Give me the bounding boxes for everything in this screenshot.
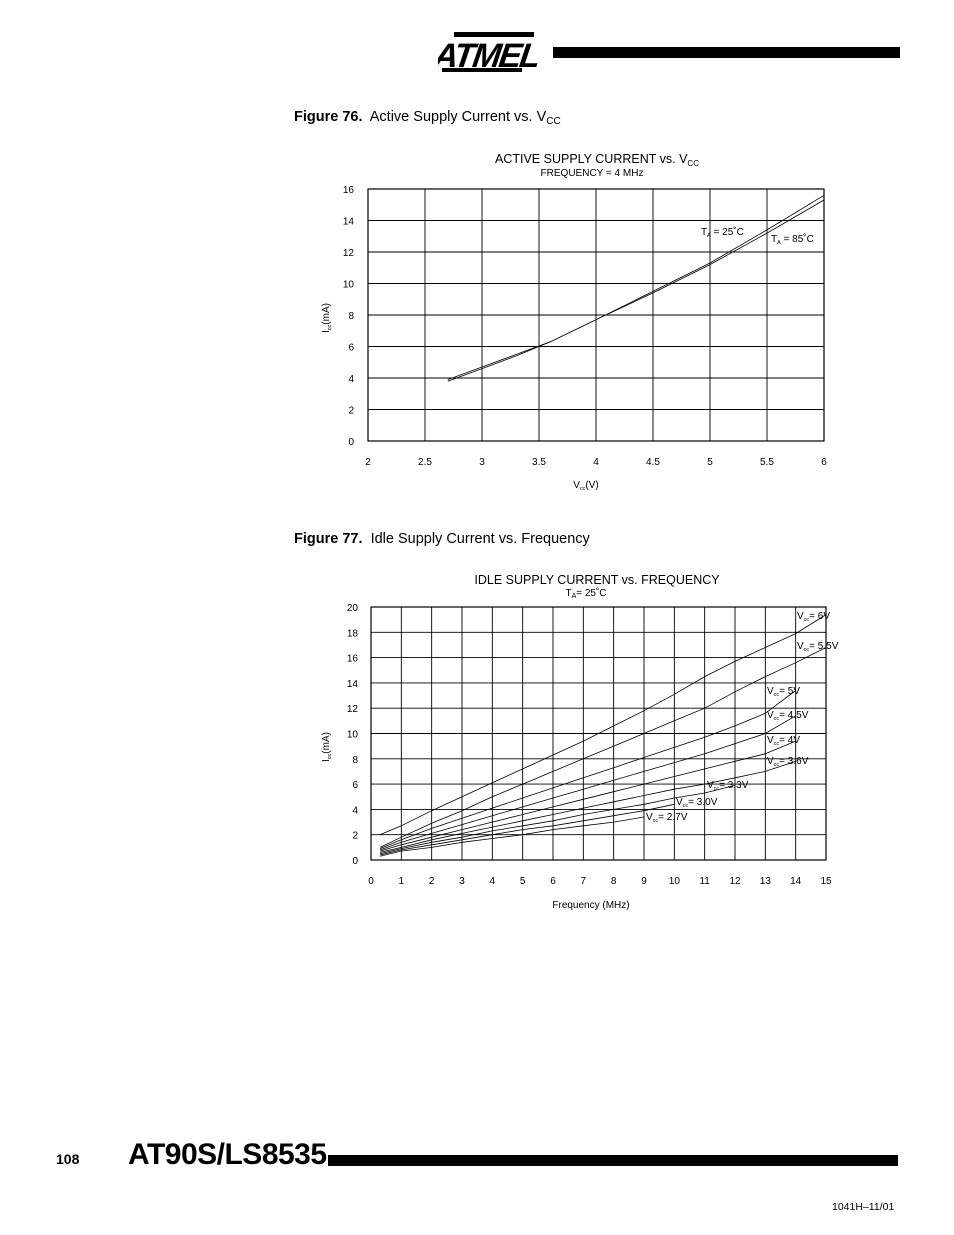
c2-y-tick-label: 6: [352, 780, 358, 792]
figure-77-text: Idle Supply Current vs. Frequency: [370, 531, 590, 547]
c2-series-label-6: $V_{cc}= 3.6V$: [767, 756, 809, 768]
chart1-series-label-25c: $T_A$ = 25˚C: [701, 227, 744, 239]
svg-text:ATMEL: ATMEL: [438, 37, 540, 75]
active-supply-current-chart: [300, 140, 860, 500]
c2-y-tick-label: 18: [346, 628, 358, 640]
c1-x-tick-label: 4.5: [646, 457, 660, 468]
chart1-ylabel: $I_{cc}(mA)$: [321, 303, 333, 333]
c2-x-tick-label: 7: [580, 876, 587, 887]
c2-x-tick-label: 4: [489, 876, 496, 887]
atmel-logo: [438, 30, 540, 76]
c2-series-label-5: $V_{cc}= 4V$: [767, 735, 801, 747]
c2-y-tick-label: 2: [352, 830, 358, 842]
c2-y-tick-label: 12: [346, 704, 358, 716]
figure-76-caption: [294, 109, 561, 127]
c2-y-tick-label: 0: [352, 856, 358, 867]
c2-x-tick-label: 9: [641, 876, 647, 887]
chart1-xlabel: $V_{cc}(V)$: [573, 480, 599, 492]
c1-y-tick-label: 6: [348, 342, 354, 354]
c2-y-tick-label: 10: [346, 729, 358, 741]
page-number: 108: [56, 1151, 80, 1167]
figure-76-label: Figure 76.: [294, 109, 363, 125]
c2-series-label-2: $V_{cc}= 5.5V$: [797, 641, 839, 653]
chart2-series-labels: [646, 611, 839, 824]
chart2-ylabel: $I_{cc}(mA)$: [321, 732, 333, 762]
c2-y-tick-label: 8: [352, 754, 358, 766]
chart1-series-lines: [448, 195, 824, 381]
c1-x-tick-label: 3: [479, 457, 485, 468]
chart2-subtitle: $T_A=$ 25˚C: [565, 588, 607, 600]
chart1-subtitle: FREQUENCY = 4 MHz: [540, 168, 644, 179]
figure-77-label: Figure 77.: [294, 531, 363, 547]
c2-series-line-6: [380, 761, 796, 852]
c2-series-label-7: $V_{cc}= 3.3V$: [707, 780, 749, 792]
c2-y-tick-label: 16: [346, 653, 358, 665]
c2-x-tick-label: 15: [820, 876, 832, 887]
figure-76-text: Active Supply Current vs. V: [369, 109, 547, 125]
idle-supply-current-chart: [300, 565, 860, 920]
c2-x-tick-label: 8: [610, 876, 617, 887]
c1-x-tick-label: 5.5: [760, 457, 774, 468]
c1-x-tick-label: 3.5: [532, 457, 546, 468]
c1-y-tick-label: 14: [342, 216, 354, 228]
document-reference: 1041H–11/01: [832, 1201, 895, 1213]
product-name: AT90S/LS8535: [128, 1138, 327, 1171]
c1-x-tick-label: 2: [365, 457, 371, 468]
c2-series-label-8: $V_{cc}= 3.0V$: [676, 797, 718, 809]
c2-series-label-3: $V_{cc}= 5V$: [767, 686, 801, 698]
chart1-title: ACTIVE SUPPLY CURRENT vs. $V_{CC}$: [495, 152, 699, 168]
c2-x-tick-label: 3: [459, 876, 465, 887]
c1-y-tick-label: 0: [348, 437, 354, 448]
c1-x-tick-label: 2.5: [418, 457, 432, 468]
c1-x-tick-label: 4: [593, 457, 599, 468]
c1-y-tick-label: 12: [342, 248, 354, 259]
c1-y-tick-label: 16: [342, 185, 354, 196]
c2-x-tick-label: 1: [398, 876, 405, 887]
chart2-xlabel: Frequency (MHz): [552, 900, 630, 911]
c2-x-tick-label: 0: [368, 876, 374, 887]
chart2-title: IDLE SUPPLY CURRENT vs. FREQUENCY: [474, 573, 720, 587]
chart2-series-lines: [380, 615, 826, 857]
chart1-series-label-85c: $T_A$ = 85˚C: [771, 234, 814, 246]
c2-series-line-8: [380, 804, 674, 855]
c2-series-label-4: $V_{cc}= 4.5V$: [767, 710, 809, 722]
atmel-logo-graphic: [438, 30, 540, 76]
c2-series-label-1: $V_{cc}= 6V$: [797, 611, 831, 623]
figure-76-text-sub: CC: [546, 116, 561, 127]
c2-x-tick-label: 12: [729, 876, 741, 887]
c1-y-tick-label: 2: [348, 405, 354, 417]
c2-x-tick-label: 5: [519, 876, 526, 887]
chart1-grid: [368, 189, 824, 441]
c1-y-tick-label: 8: [348, 311, 354, 322]
c1-x-tick-label: 6: [821, 457, 827, 468]
c2-x-tick-label: 11: [699, 876, 710, 887]
c1-x-tick-label: 5: [707, 457, 713, 468]
c2-x-tick-label: 2: [428, 876, 435, 887]
header-rule: [553, 47, 900, 58]
c2-y-tick-label: 14: [346, 678, 358, 690]
footer-rule: [328, 1155, 898, 1166]
chart1-tick-labels: [343, 185, 827, 468]
c2-x-tick-label: 13: [759, 876, 771, 887]
figure-77-caption: [294, 531, 590, 547]
c1-series-line-1: [448, 195, 824, 381]
c2-y-tick-label: 20: [346, 603, 358, 614]
c1-y-tick-label: 4: [348, 374, 354, 385]
c2-y-tick-label: 4: [352, 805, 358, 817]
c2-series-line-1: [380, 615, 826, 835]
c2-x-tick-label: 6: [550, 876, 556, 887]
c2-series-label-9: $V_{cc}= 2.7V$: [646, 812, 688, 824]
c1-y-tick-label: 10: [342, 279, 354, 291]
c2-x-tick-label: 10: [668, 876, 680, 887]
c1-series-line-2: [448, 200, 824, 380]
c2-x-tick-label: 14: [790, 876, 802, 887]
